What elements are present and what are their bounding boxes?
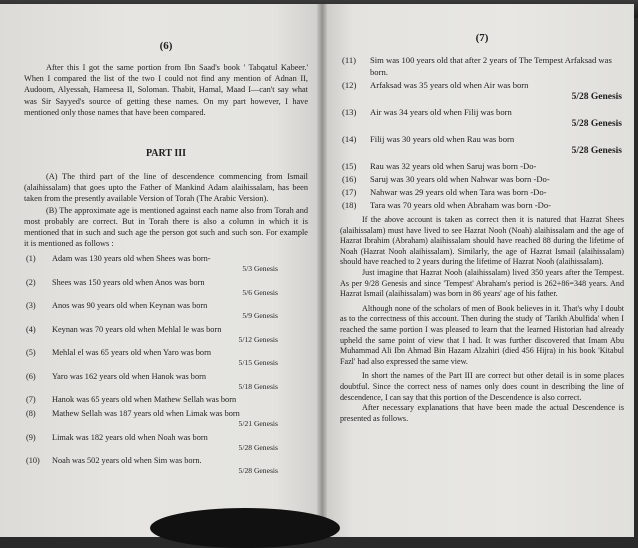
item-number: (14)	[342, 134, 357, 144]
list-item	[24, 253, 308, 264]
list-item	[340, 160, 624, 172]
item-number: (6)	[26, 371, 36, 381]
item-number: (8)	[26, 409, 36, 419]
item-number: (1)	[26, 254, 36, 264]
list-item	[340, 186, 624, 198]
item-text: Filij was 30 years old when Rau was born	[370, 134, 515, 144]
list-item	[340, 106, 624, 118]
book-gutter	[317, 4, 327, 537]
list-item	[24, 324, 308, 335]
genesis-reference: 5/9 Genesis	[242, 311, 278, 321]
genesis-reference: 5/28 Genesis	[571, 119, 622, 129]
item-text: Shees was 150 years old when Anos was born	[52, 277, 205, 287]
list-item	[340, 79, 624, 91]
paragraph-2: Just imagine that Hazrat Nooh (alaihissalam) lived 350 years after the Tempest. As per 9/28 Genesis and since 'Tempest' Abraham's period is 262+86=348 years. And Hazrat Ismail (alaihissalam) was born in 86 years' age of his father.	[340, 267, 624, 299]
list-item	[24, 300, 308, 311]
item-number: (12)	[342, 80, 357, 90]
hand-shadow	[150, 508, 340, 548]
list-item	[24, 455, 308, 466]
page-number: (6)	[159, 40, 173, 52]
item-number: (17)	[342, 187, 357, 197]
item-text: Mehlal el was 65 years old when Yaro was born	[52, 348, 211, 358]
paragraph-b: (B) The approximate age is mentioned against each name also from Torah and most probably are correct. But in Torah there is also a column in which it is mentioned that in such and such age the person got such and such son. For example it is mentioned as follows :	[24, 205, 308, 249]
item-text: Noah was 502 years old when Sim was born.	[52, 456, 202, 466]
list-item	[340, 199, 624, 211]
genesis-reference: 5/21 Genesis	[238, 419, 278, 429]
left-page	[0, 4, 322, 537]
item-number: (16)	[342, 174, 357, 184]
item-text: Hanok was 65 years old when Mathew Sellah was born	[52, 395, 237, 405]
genesis-reference: 5/15 Genesis	[238, 358, 278, 368]
item-text: Saruj was 30 years old when Nahwar was born -Do-	[370, 174, 550, 184]
item-text: Tara was 70 years old when Abraham was born -Do-	[370, 200, 552, 210]
list-item	[24, 277, 308, 288]
item-number: (15)	[342, 161, 357, 171]
genesis-reference: 5/3 Genesis	[242, 264, 278, 274]
item-number: (9)	[26, 432, 36, 442]
item-text: Rau was 32 years old when Saruj was born -Do-	[370, 161, 537, 171]
list-item	[340, 54, 624, 78]
genealogy-list	[340, 54, 624, 211]
genesis-reference: 5/28 Genesis	[571, 146, 622, 156]
genealogy-list	[24, 253, 308, 476]
item-number: (18)	[342, 200, 357, 210]
paragraph-3: Although none of the scholars of men of Book believes in it. That's why I doubt as to the correctness of this account. Then during the study of 'Tarikh Abulfida' when I reached the same portion I was pleased to learn that the learned Historian had already upheld the same point of view that I had. It was further discovered that Imam Abu Muhammad Ali Ibn Ahmad Bin Hazam Alzahiri (died 456 Hijra) in his book 'Kitabul Fazl' had also expressed the same view.	[340, 303, 624, 366]
right-page	[322, 4, 634, 537]
genesis-reference: 5/28 Genesis	[238, 442, 278, 452]
list-item	[24, 394, 308, 405]
genesis-reference: 5/28 Genesis	[571, 92, 622, 102]
item-text: Anos was 90 years old when Keynan was born	[52, 301, 208, 311]
item-text: Air was 34 years old when Filij was born	[370, 107, 512, 117]
list-item	[24, 371, 308, 382]
item-number: (10)	[26, 456, 40, 466]
item-number: (7)	[26, 395, 36, 405]
item-text: Keynan was 70 years old when Mehlal le was born	[52, 324, 222, 334]
list-item	[24, 347, 308, 358]
item-number: (3)	[26, 301, 36, 311]
item-text: Limak was 182 years old when Noah was born	[52, 432, 208, 442]
list-item	[24, 432, 308, 443]
item-text: Adam was 130 years old when Shees was born-	[52, 254, 211, 264]
item-number: (2)	[26, 277, 36, 287]
item-number: (11)	[342, 55, 356, 65]
genesis-reference: 5/6 Genesis	[242, 287, 278, 297]
paragraph-a: (A) The third part of the line of descendence commencing from Ismail (alaihissalam) that goes upto the Father of Mankind Adam alaihissalam, has been taken from the presently available Version of Torah (The Arabic Version).	[24, 172, 308, 204]
item-text: Mathew Sellah was 187 years old when Limak was born	[52, 409, 240, 419]
item-text: Sim was 100 years old that after 2 years of The Tempest Arfaksad was born.	[370, 55, 612, 77]
genesis-reference: 5/18 Genesis	[238, 381, 278, 391]
list-item	[340, 173, 624, 185]
paragraph-4: In short the names of the Part III are correct but other detail is in some places doubtful. Since the correct ness of names only does count in describing the line of descendence, I can say that this portion of the Descendence is also correct.	[340, 371, 624, 402]
section-heading: PART III	[145, 148, 187, 160]
list-item	[340, 133, 624, 145]
genesis-reference: 5/28 Genesis	[238, 466, 278, 476]
item-number: (5)	[26, 348, 36, 358]
item-text: Yaro was 162 years old when Hanok was born	[52, 371, 207, 381]
item-number: (4)	[26, 324, 36, 334]
paragraph-5: After necessary explanations that have been made the actual Descendence is presented as follows.	[340, 403, 624, 423]
item-text: Nahwar was 29 years old when Tara was born -Do-	[370, 187, 547, 197]
item-number: (13)	[342, 107, 357, 117]
intro-paragraph: After this I got the same portion from Ibn Saad's book ' Tabqatul Kabeer.' When I compared the list of the two I could not find any mention of Adnan II, Audoom, Alyessah, Hameesa II, Soloman. Thabit, Hamal, Maad I—can't say what was Sir Sayyed's source of getting these names. On my part however, I have mentioned only those names that have been compared.	[24, 63, 308, 117]
genesis-reference: 5/12 Genesis	[238, 334, 278, 344]
list-item	[24, 408, 308, 419]
paragraph-1: If the above account is taken as correct then it is natured that Hazrat Shees (alaihissalam) must have lived to see Hazrat Nooh (Noah) alaihissalam and the age of Hazrat Ibrahim (Abraham) alaihissalam should have reached 88 during the lifetime of Noah (Hazrat Nooh alaihissalam). Similarly, the age of Hazrat Ismail (alaihissalam) should have reached to 2 years during the lifetime of Hazrat Nooh (alaihissalam).	[340, 215, 624, 267]
item-text: Arfaksad was 35 years old when Air was born	[370, 80, 529, 90]
page-number: (7)	[475, 32, 489, 44]
